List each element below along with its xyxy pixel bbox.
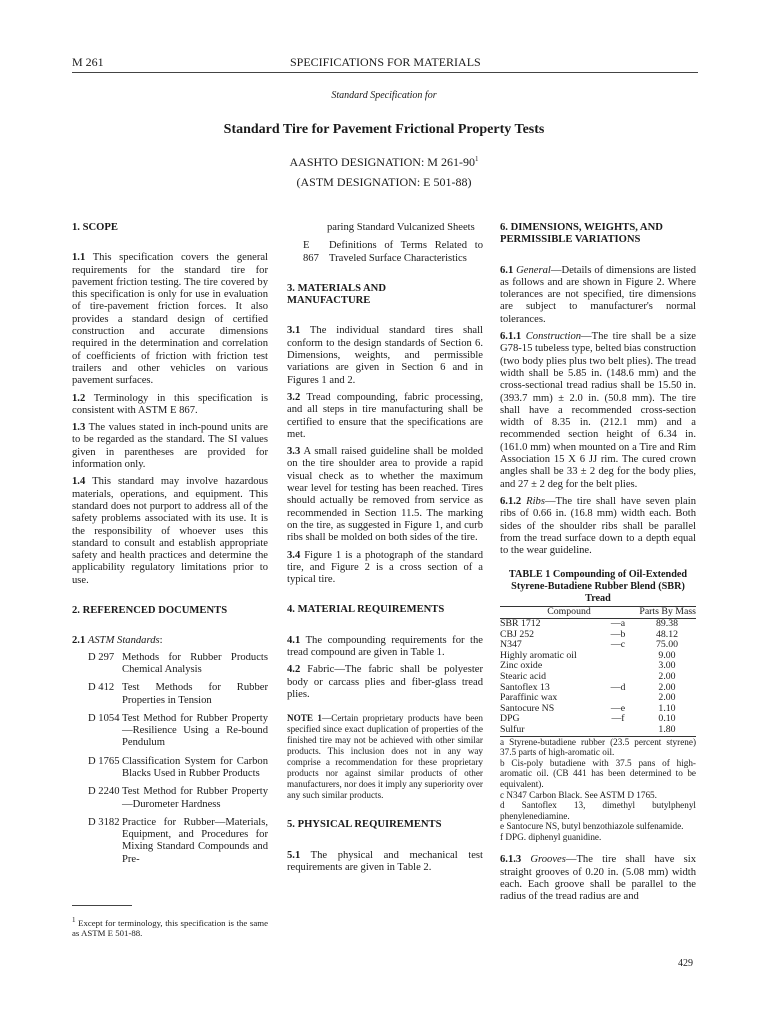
paragraph-6-1-2: 6.1.2 Ribs—The tire shall have seven plain ribs of 0.66 in. (16.8 mm) width each. Both sides of the shoulder ribs shall be parallel from the tread surface down to a depth equal to the wear guideline. <box>500 495 696 557</box>
reference-title: Definitions of Terms Related to Traveled Surface Characteristics <box>329 240 483 264</box>
table-row <box>500 619 696 630</box>
running-header-left: M 261 <box>72 55 104 69</box>
paragraph-6-1: 6.1 General—Details of dimensions are listed as follows and are shown in Figure 2. Where tolerances are not specified, tire dimensions are subject to manufacturer's normal tolerances. <box>500 264 696 325</box>
table-header-compound: Compound <box>500 607 638 619</box>
table-cell-fn: —c <box>610 639 626 651</box>
table-cell-fn: —d <box>610 681 626 693</box>
reference-item <box>72 652 268 677</box>
table-cell-name: N347 <box>500 639 522 651</box>
column-3 <box>500 222 696 904</box>
column-2 <box>287 222 483 874</box>
reference-code: D 1765 <box>88 755 120 767</box>
reference-title: Practice for Rubber—Materials, Equipment, and Procedures for Mixing Standard Compounds and Pre- <box>122 816 268 865</box>
table-cell-val: 0.10 <box>658 713 676 725</box>
reference-code: D 2240 <box>88 786 120 798</box>
reference-code: E 867 <box>303 240 319 264</box>
table-cell-val: 48.12 <box>655 628 679 640</box>
reference-item <box>287 240 483 265</box>
table-footnote: f DPG. diphenyl guanidine. <box>500 831 602 842</box>
section-heading-material-requirements: 4. MATERIAL REQUIREMENTS <box>287 604 445 616</box>
table-cell-name: CBJ 252 <box>500 628 535 640</box>
table-header-parts: Parts By Mass <box>639 606 696 618</box>
table-footnote: c N347 Carbon Black. See ASTM D 1765. <box>500 789 657 800</box>
reference-title: Test Method for Rubber Property—Resilience Using a Re-bound Pendulum <box>122 712 268 749</box>
paragraph-4-2: 4.2 Fabric—The fabric shall be polyester body or carcass plies and fiber-glass tread plies. <box>287 664 483 700</box>
compounding-table <box>500 606 696 736</box>
document-subtitle: Standard Specification for <box>331 90 437 101</box>
paragraph-1-1: 1.1 This specification covers the general requirements for the standard tire for pavement friction testing. The tire covered by this specification is only for use in evaluation of tire-pavement friction forces. It also provides a standard design of certified construction and accurate dimensions required in the determination and correlation of coefficients of friction with friction test trailers and other vehicles on various pavement surfaces. <box>72 252 268 387</box>
footnote-rule <box>72 905 132 906</box>
table-cell-val: 2.00 <box>658 670 676 682</box>
table-cell-name: Highly aromatic oil <box>500 649 577 661</box>
paragraph-1-3: 1.3 The values stated in inch-pound units are to be regarded as the standard. The SI values given in parentheses are provided for information only. <box>72 422 268 471</box>
table-cell-val: 75.00 <box>655 639 679 651</box>
paragraph-1-4: 1.4 This standard may involve hazardous materials, operations, and equipment. This standard does not purport to address all of the safety problems associated with its use. It is the responsibility of whoever uses this standard to consult and establish appropriate safety and health practices and determine the applicability regulatory limitations prior to use. <box>72 476 268 586</box>
reference-code: D 3182 <box>88 816 120 828</box>
table-cell-name: Santocure NS <box>500 702 555 714</box>
table-cell-fn <box>598 651 638 662</box>
table-cell-val: 9.00 <box>658 649 676 661</box>
paragraph-5-1: 5.1 The physical and mechanical test requirements are given in Table 2. <box>287 849 483 873</box>
table-footnote: a Styrene-butadiene rubber (23.5 percent styrene) 37.5 parts of high-aromatic oil. <box>500 736 696 758</box>
reference-title: Classification System for Carbon Blacks Used in Rubber Products <box>122 755 268 779</box>
table-row <box>500 725 696 736</box>
table-cell-val: 2.00 <box>658 681 676 693</box>
reference-item <box>72 756 268 781</box>
paragraph-6-1-1: 6.1.1 Construction—The tire shall be a size G78-15 tubeless type, belted bias construction (two body plies plus two belt plies). The tread width shall be 5.85 in. (148.6 mm) and the cross-sectional tread radius shall be 15.50 in. (393.7 mm) ± 2.0 in. (50.8 mm). The tire shall have a recommended cross-section width of 8.35 in. (212.1 mm) and a recommended section height of 6.34 in. (161.0 mm) when mounted on a Tire and Rim Association 15 X 6 JJ rim. The cured crown angles shall be 33 ± 2 deg for the body plies, and 27 ± 2 deg for the belt plies. <box>500 331 696 490</box>
reference-item <box>72 682 268 707</box>
reference-title: Methods for Rubber Products Chemical Analysis <box>122 651 268 675</box>
note-1: NOTE 1—Certain proprietary products have been specified since exact duplication of properties of the finished tire may not be achieved with other similar products. This inclusion does not in any way comprise a recommendation for these proprietary products nor against similar products of other manufacturers, nor does it imply any superiority over any such similar products. <box>287 713 483 801</box>
table-1-title: TABLE 1 Compounding of Oil-Extended Styrene-Butadiene Rubber Blend (SBR) Tread <box>508 569 688 605</box>
footnote-marker: 1 <box>474 155 479 163</box>
table-cell-fn <box>598 672 638 683</box>
reference-code: D 1054 <box>88 712 120 724</box>
document-title: Standard Tire for Pavement Frictional Property Tests <box>223 122 545 137</box>
table-cell-fn: —e <box>610 702 626 714</box>
table-footnotes <box>500 737 696 843</box>
paragraph-1-2: 1.2 Terminology in this specification is consistent with ASTM E 867. <box>72 392 268 416</box>
table-row <box>500 672 696 683</box>
section-heading-dimensions: 6. DIMENSIONS, WEIGHTS, AND PERMISSIBLE VARIATIONS <box>500 222 663 246</box>
paragraph-6-1-3: 6.1.3 Grooves—The tire shall have six straight grooves of 0.20 in. (5.08 mm) width each. Each groove shall be parallel to the radius of the tread radius are and <box>500 854 696 903</box>
table-footnote: b Cis-poly butadiene with 37.5 pans of high-aromatic oil. (CB 441 has been determined to be equivalent). <box>500 757 696 789</box>
table-cell-name: Sulfur <box>500 725 598 736</box>
table-cell-name: Stearic acid <box>500 670 546 682</box>
reference-title: Test Method for Rubber Property—Durometer Hardness <box>122 786 268 810</box>
reference-code: D 297 <box>88 651 115 663</box>
table-footnote: e Santocure NS, butyl benzothiazole sulfenamide. <box>500 821 684 832</box>
astm-designation: (ASTM DESIGNATION: E 501-88) <box>296 175 472 189</box>
footnote: $^1$ Except for terminology, this specification is the same as ASTM E 501-88. <box>72 916 268 939</box>
table-cell-fn: —f <box>611 713 625 725</box>
table-cell-name: DPG <box>500 713 520 725</box>
reference-item <box>72 817 268 866</box>
running-header-title: SPECIFICATIONS FOR MATERIALS <box>290 55 481 69</box>
reference-item <box>72 786 268 811</box>
reference-list <box>72 652 268 866</box>
table-cell-val: 1.10 <box>658 702 676 714</box>
table-cell-val: 1.80 <box>638 725 696 736</box>
header-rule <box>72 72 698 73</box>
paragraph-4-1: 4.1 The compounding requirements for the tread compound are given in Table 1. <box>287 634 483 659</box>
page-number: 429 <box>678 958 693 969</box>
table-cell-val: 89.38 <box>655 618 679 630</box>
table-cell-fn <box>598 725 638 736</box>
section-heading-materials: 3. MATERIALS AND MANUFACTURE <box>287 282 386 307</box>
table-footnote: d Santoflex 13, dimethyl butylphenyl phenylenediamine. <box>500 800 696 821</box>
reference-title: Test Methods for Rubber Properties in Tension <box>122 682 268 706</box>
column-1 <box>72 222 268 872</box>
section-heading-scope: 1. SCOPE <box>72 222 118 233</box>
reference-item <box>72 713 268 750</box>
reference-code: D 412 <box>88 682 115 694</box>
table-cell-val: 3.00 <box>658 660 676 672</box>
section-heading-referenced-documents: 2. REFERENCED DOCUMENTS <box>72 605 228 617</box>
table-cell-name: Santoflex 13 <box>500 681 550 693</box>
paragraph-3-1: 3.1 The individual standard tires shall conform to the design standards of Section 6. Dimensions, weights, and permissible variations are given in Section 6 and in Figures 1 and 2. <box>287 325 483 386</box>
paragraph-2-1: 2.1 ASTM Standards: <box>72 635 163 647</box>
table-cell-fn: —b <box>610 628 626 640</box>
table-cell-name: Paraffinic wax <box>500 692 558 704</box>
table-cell-name: Zinc oxide <box>500 660 543 672</box>
paragraph-3-2: 3.2 Tread compounding, fabric processing, and all steps in tire manufacturing shall be certified to ensure that the specifications are met. <box>287 391 483 440</box>
reference-continuation: paring Standard Vulcanized Sheets <box>327 222 475 233</box>
aashto-designation: AASHTO DESIGNATION: M $261-90^1$ <box>289 155 479 169</box>
table-cell-fn: —a <box>610 618 626 630</box>
table-cell-name: SBR 1712 <box>500 618 541 630</box>
paragraph-3-3: 3.3 A small raised guideline shall be molded on the tire shoulder area to provide a rapid visual check as to whether the maximum wear level for testing has been reached. Tires should actually be removed from service as recommended in Section 11.5. The marking on the tire, as suggested in Figure 1, and curb ribs shall be molded on both sides of the tire. <box>287 446 483 544</box>
section-heading-physical-requirements: 5. PHYSICAL REQUIREMENTS <box>287 819 442 831</box>
table-cell-fn <box>598 661 638 672</box>
paragraph-3-4: 3.4 Figure 1 is a photograph of the standard tire, and Figure 2 is a cross section of a typical tire. <box>287 549 483 586</box>
table-cell-val: 2.00 <box>658 692 676 704</box>
